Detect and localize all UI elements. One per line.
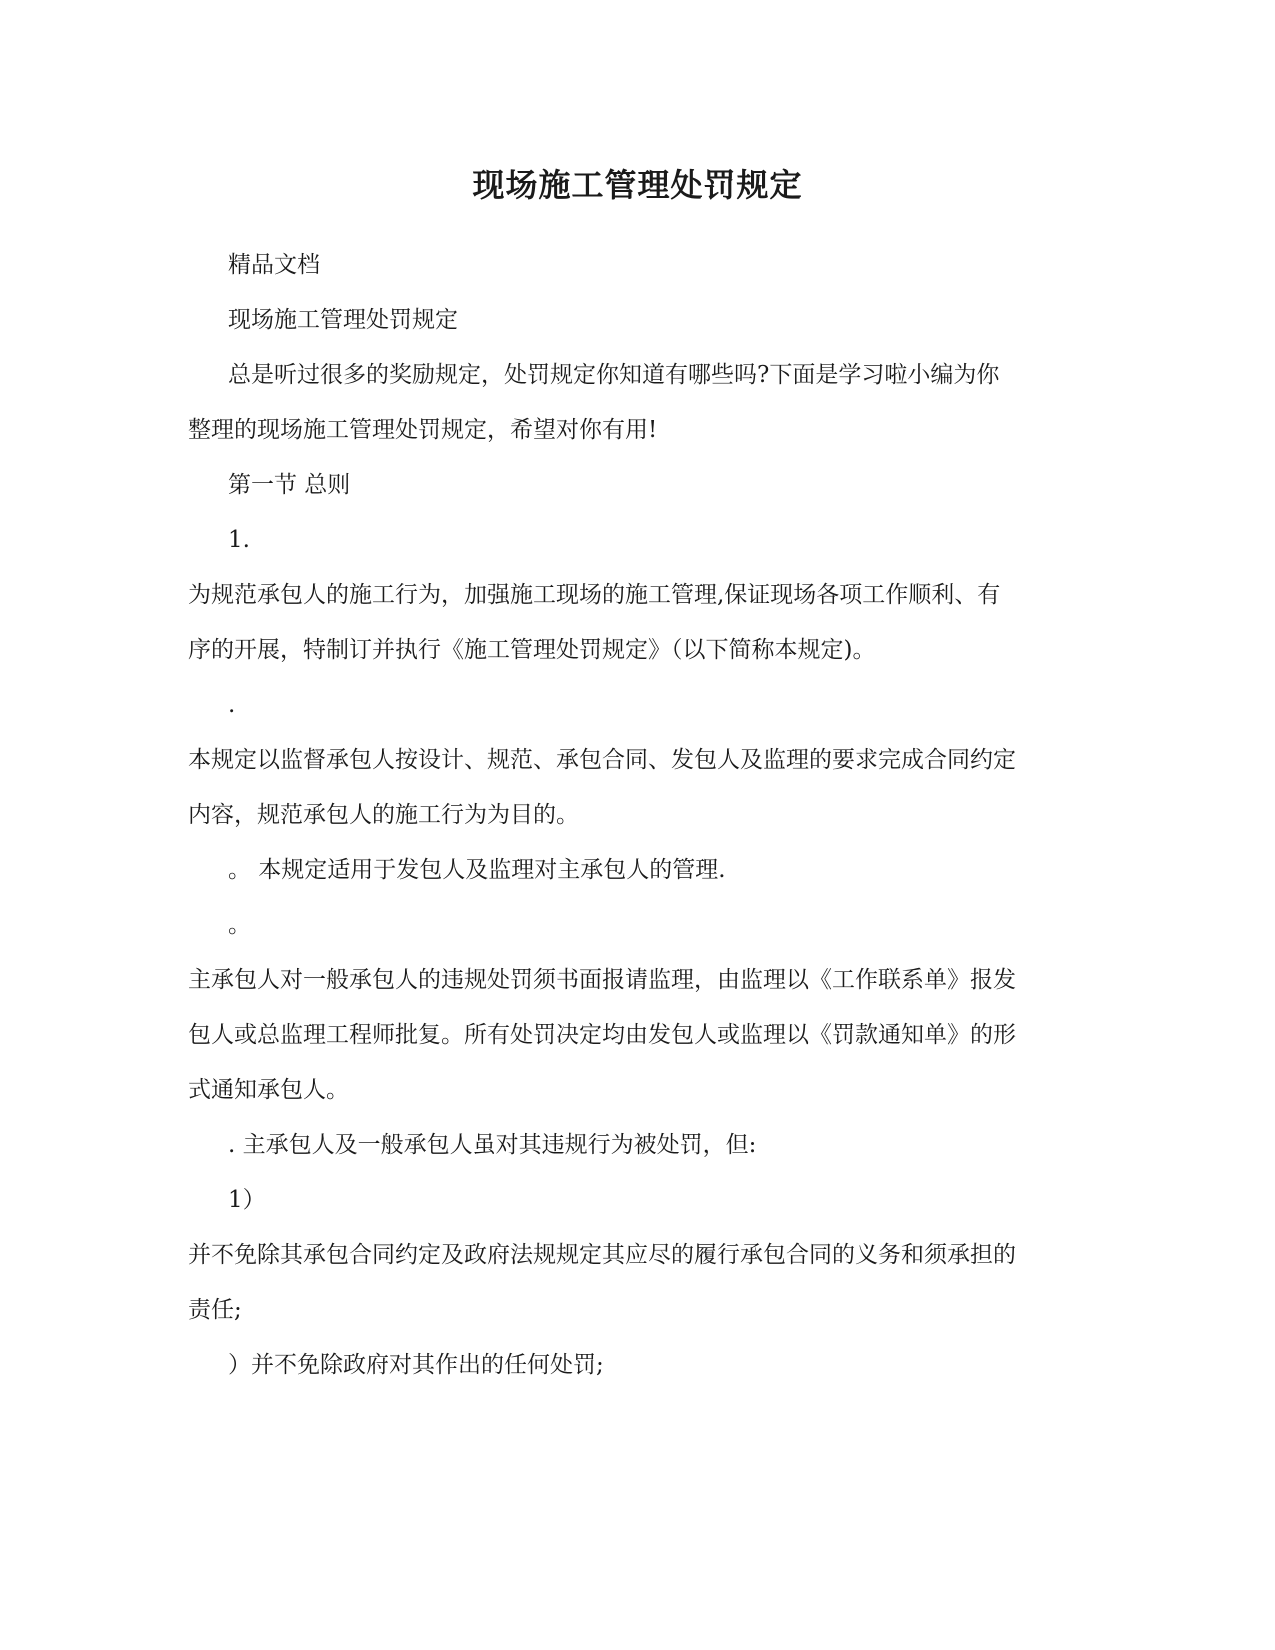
item-3: 。 本规定适用于发包人及监理对主承包人的管理. [228, 857, 726, 883]
item-marker: . [228, 692, 236, 718]
item-4-line-1: 主承包人对一般承包人的违规处罚须书面报请监理，由监理以《工作联系单》报发 [188, 967, 1016, 993]
item-5: . 主承包人及一般承包人虽对其违规行为被处罚，但: [228, 1132, 757, 1158]
subtitle: 现场施工管理处罚规定 [228, 307, 458, 333]
sub-item-1-line-1: 并不免除其承包合同约定及政府法规规定其应尽的履行承包合同的义务和须承担的 [188, 1242, 1016, 1268]
sub-item-2: ）并不免除政府对其作出的任何处罚; [228, 1352, 604, 1378]
item-1-line-1: 为规范承包人的施工行为，加强施工现场的施工管理,保证现场各项工作顺利、有 [188, 582, 1001, 608]
sub-item-number: 1） [228, 1187, 266, 1213]
item-number: 1. [228, 527, 250, 553]
item-4-line-2: 包人或总监理工程师批复。所有处罚决定均由发包人或监理以《罚款通知单》的形 [188, 1022, 1016, 1048]
item-1-line-2: 序的开展，特制订并执行《施工管理处罚规定》（以下简称本规定)。 [188, 637, 876, 663]
document-title: 现场施工管理处罚规定 [472, 166, 803, 204]
sub-item-1-line-2: 责任; [188, 1297, 242, 1323]
header-label: 精品文档 [228, 252, 320, 278]
intro-line-2: 整理的现场施工管理处罚规定，希望对你有用! [188, 417, 658, 443]
item-marker: 。 [228, 912, 251, 938]
document-body [188, 238, 1088, 1393]
item-2-line-1: 本规定以监督承包人按设计、规范、承包合同、发包人及监理的要求完成合同约定 [188, 747, 1016, 773]
intro-line-1: 总是听过很多的奖励规定，处罚规定你知道有哪些吗?下面是学习啦小编为你 [228, 362, 1000, 388]
item-2-line-2: 内容，规范承包人的施工行为为目的。 [188, 802, 579, 828]
section-heading: 第一节 总则 [228, 472, 351, 498]
item-4-line-3: 式通知承包人。 [188, 1077, 349, 1103]
